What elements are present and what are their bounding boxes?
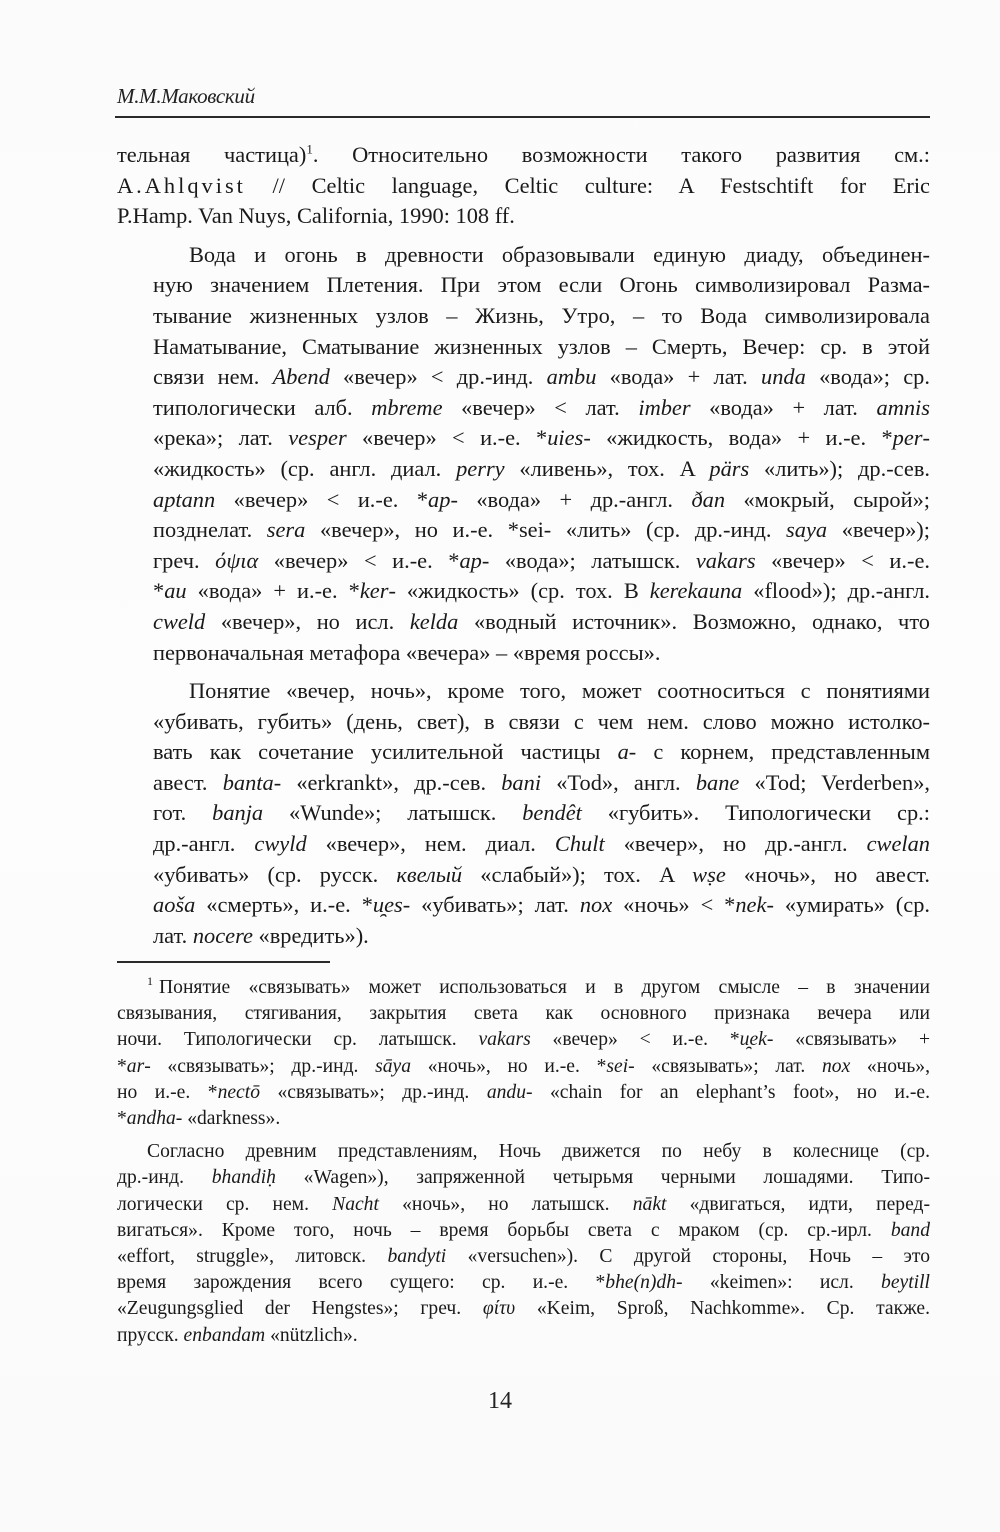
text-run: вать как сочетание усилительной частицы xyxy=(153,739,618,765)
text-line xyxy=(117,454,930,485)
italic-term: ap xyxy=(428,486,451,512)
italic-term: banja xyxy=(212,800,264,826)
text-run: «вечер» < и.-е. xyxy=(755,547,930,573)
text-line xyxy=(117,737,930,768)
italic-term: όψια xyxy=(215,547,259,573)
footnote-1 xyxy=(117,975,930,1132)
text-run: «вечер» < и.-е. * xyxy=(346,425,548,451)
italic-term: Nacht xyxy=(332,1193,379,1215)
text-run: «вредить»). xyxy=(252,922,369,948)
text-run: тывание жизненных узлов – Жизнь, Утро, – то Вода символизировала xyxy=(153,302,930,328)
italic-term: band xyxy=(890,1219,930,1241)
italic-term: u̯es xyxy=(372,892,403,918)
text-run: Понятие «вечер, ночь», кроме того, может соотноситься с понятиями xyxy=(189,678,930,704)
page-number: 14 xyxy=(488,1388,512,1414)
text-run: - «жидкость, вода» + и.-е. * xyxy=(583,425,893,451)
text-run: «вечер» < и.-е. * xyxy=(258,547,460,573)
text-run: греч. xyxy=(153,547,216,573)
text-line xyxy=(117,1106,930,1132)
text-run: «effort, struggle», литовск. xyxy=(117,1246,388,1268)
text-run: др.-инд. xyxy=(117,1167,212,1189)
text-run: «мокрый, сырой»; xyxy=(725,486,930,512)
italic-term: ðan xyxy=(691,486,726,512)
text-run: «вечер» < др.-инд. xyxy=(329,364,547,390)
text-run: лат. xyxy=(153,922,193,948)
text-run: P.Hamp. Van Nuys, California, 1990: 108 ff. xyxy=(117,203,515,229)
italic-term: uies xyxy=(547,425,584,451)
text-line xyxy=(117,240,930,271)
italic-term: Abend xyxy=(272,364,330,390)
text-run: «слабый»); тох. A xyxy=(462,861,693,887)
italic-term: pärs xyxy=(709,455,750,481)
text-line xyxy=(117,975,930,1001)
text-line xyxy=(117,1192,930,1218)
text-run: «водный источник». Возможно, однако, что xyxy=(458,608,931,634)
text-run: связи нем. xyxy=(153,364,273,390)
text-run: «вечер» < и.-е. * xyxy=(215,486,429,512)
text-run: - «связывать»; др.-инд. xyxy=(144,1055,376,1077)
italic-term: kerekauna xyxy=(649,578,743,604)
italic-term: vakars xyxy=(695,547,756,573)
text-run: - «chain for an elephant’s foot», но и.-е. xyxy=(526,1081,930,1103)
text-line xyxy=(117,140,930,171)
text-line xyxy=(117,270,930,301)
text-run: тельная частица) xyxy=(117,142,307,167)
italic-term: sāya xyxy=(375,1055,412,1077)
italic-term: amnis xyxy=(876,394,930,420)
italic-term: bandyti xyxy=(387,1246,447,1268)
text-run: «вечер», нем. диал. xyxy=(306,831,555,857)
text-line xyxy=(117,676,930,707)
text-line xyxy=(117,332,930,363)
italic-term: bendêt xyxy=(522,800,582,826)
text-run: «вечер», но исл. xyxy=(205,608,410,634)
text-run: типологически алб. xyxy=(153,394,372,420)
paragraph-water-fire xyxy=(117,240,930,668)
text-line xyxy=(117,890,930,921)
text-run: * xyxy=(153,578,165,604)
text-run: // Celtic language, Celtic culture: A Festschtift for Eric xyxy=(245,172,930,198)
footnote-marker: 1 xyxy=(147,974,153,989)
text-run: - «вода» + др.-англ. xyxy=(450,486,692,512)
text-run: - «darkness». xyxy=(175,1108,281,1130)
footnote-1-continued xyxy=(117,1139,930,1349)
text-line xyxy=(117,1244,930,1270)
paragraph-evening-night xyxy=(117,676,930,951)
text-run: «ночь», но и.-е. * xyxy=(411,1055,607,1077)
text-run: «убивать, губить» (день, свет), в связи с чем нем. слово можно истолко- xyxy=(153,708,930,734)
text-run: ную значением Плетения. При этом если Огонь символизировал Разма- xyxy=(153,272,930,298)
text-line xyxy=(117,768,930,799)
text-run: - xyxy=(922,425,930,451)
text-run: «ночь», xyxy=(850,1055,930,1077)
author-name-spaced: A.Ahlqvist xyxy=(117,172,246,198)
text-line xyxy=(117,607,930,638)
text-line xyxy=(117,393,930,424)
text-run: - «убивать»; лат. xyxy=(402,892,580,918)
text-run: первоначальная метафора «вечера» – «время россы». xyxy=(153,639,661,665)
text-run: «река»; лат. xyxy=(153,425,289,451)
text-run: «Tod», англ. xyxy=(541,769,696,795)
text-run: «вода» + лат. xyxy=(596,364,762,390)
italic-term: ambu xyxy=(546,364,597,390)
text-run: ночи. Типологически ср. латышск. xyxy=(117,1029,479,1051)
text-line xyxy=(117,171,930,202)
italic-term: nocere xyxy=(192,922,253,948)
text-run: «вода» + лат. xyxy=(690,394,877,420)
italic-term: bane xyxy=(695,769,740,795)
text-line xyxy=(117,638,930,669)
text-run: «Wunde»; латышск. xyxy=(263,800,523,826)
italic-term: cwyld xyxy=(254,831,307,857)
text-run: - «умирать» (ср. xyxy=(766,892,930,918)
italic-term: ap xyxy=(459,547,482,573)
text-run: - «вода»; латышск. xyxy=(481,547,696,573)
italic-term: aoša xyxy=(153,892,196,918)
italic-term: Chult xyxy=(554,831,605,857)
text-run: - «keimen»: исл. xyxy=(676,1272,882,1294)
text-run: «Tod; Verderben», xyxy=(739,769,930,795)
italic-term: per xyxy=(892,425,923,451)
italic-term: cwelan xyxy=(866,831,931,857)
text-line xyxy=(117,423,930,454)
text-run: - «связывать»; лат. xyxy=(628,1055,822,1077)
italic-term: aptann xyxy=(153,486,216,512)
text-run: «ночь», но авест. xyxy=(725,861,930,887)
italic-term: u̯ek xyxy=(739,1029,767,1051)
italic-term: andu xyxy=(486,1081,526,1103)
text-run: «Wagen»), запряженной четырьмя черными лошадями. Типо- xyxy=(275,1167,930,1189)
italic-term: bhandiḥ xyxy=(211,1167,276,1189)
italic-term: a xyxy=(617,739,629,765)
text-run: «вечер»); xyxy=(827,517,930,543)
text-line xyxy=(117,201,930,232)
italic-term: sera xyxy=(266,517,306,543)
main-text xyxy=(117,140,930,959)
text-run: - «жидкость» (ср. тох. B xyxy=(388,578,650,604)
text-line xyxy=(117,1080,930,1106)
text-run: - «erkrankt», др.-сев. xyxy=(273,769,502,795)
italic-term: bhe(n)dh xyxy=(605,1272,677,1294)
text-run: вигаться». Кроме того, ночь – время борьбы света с мраком (ср. ср.-ирл. xyxy=(117,1219,891,1241)
text-line xyxy=(117,301,930,332)
italic-term: vesper xyxy=(288,425,347,451)
italic-term: imber xyxy=(638,394,691,420)
paragraph-continuation xyxy=(117,140,930,232)
text-line xyxy=(117,829,930,860)
text-run: Наматывание, Сматывание жизненных узлов – Смерть, Вечер: ср. в этой xyxy=(153,333,930,359)
italic-term: nākt xyxy=(632,1193,667,1215)
text-line xyxy=(117,707,930,738)
italic-term: nox xyxy=(579,892,613,918)
text-line xyxy=(117,1054,930,1080)
text-run: «губить». Типологически ср.: xyxy=(581,800,931,826)
italic-term: cweld xyxy=(153,608,206,634)
text-line xyxy=(117,860,930,891)
italic-term: ker xyxy=(359,578,389,604)
text-run: др.-англ. xyxy=(153,831,255,857)
text-run: «Zeugungsglied der Hengstes»; греч. xyxy=(117,1298,483,1320)
text-line xyxy=(117,1218,930,1244)
italic-term: andha xyxy=(126,1108,176,1130)
italic-term: banta xyxy=(222,769,274,795)
italic-term: enbandam xyxy=(183,1324,266,1346)
italic-term: au xyxy=(164,578,187,604)
running-head-author: М.М.Маковский xyxy=(117,84,255,108)
text-run: логически ср. нем. xyxy=(117,1193,333,1215)
text-run: «ночь», но латышск. xyxy=(378,1193,633,1215)
text-run: «двигаться, идти, перед- xyxy=(666,1193,931,1215)
text-line xyxy=(117,1139,930,1165)
text-line xyxy=(117,1165,930,1191)
italic-term: kelda xyxy=(409,608,459,634)
text-run: но и.-е. * xyxy=(117,1081,218,1103)
header-rule xyxy=(115,116,930,118)
text-run: прусск. xyxy=(117,1324,184,1346)
text-run: «ливень», тох. A xyxy=(504,455,710,481)
italic-term: perry xyxy=(456,455,505,481)
text-line xyxy=(117,1296,930,1322)
text-run: «ночь» < * xyxy=(612,892,736,918)
text-run: «nützlich». xyxy=(265,1324,358,1346)
footnotes xyxy=(117,975,930,1356)
text-run: «вечер», но и.-е. *sei- «лить» (ср. др.-инд. xyxy=(305,517,787,543)
italic-term: квелый xyxy=(396,861,463,887)
text-run: гот. xyxy=(153,800,213,826)
italic-term: bani xyxy=(501,769,542,795)
text-line xyxy=(117,1323,930,1349)
footnote-rule xyxy=(117,961,330,963)
text-run: авест. xyxy=(153,769,223,795)
italic-term: beytill xyxy=(881,1272,930,1294)
italic-term: ar xyxy=(126,1055,145,1077)
italic-term: sei xyxy=(606,1055,629,1077)
text-run: «вода»; ср. xyxy=(805,364,930,390)
text-run: «смерть», и.-е. * xyxy=(195,892,373,918)
text-run: «вечер», но др.-англ. xyxy=(604,831,867,857)
italic-term: unda xyxy=(761,364,806,390)
text-run: «вечер» < и.-е. * xyxy=(530,1029,740,1051)
text-run: . Относительно возможности такого развития см.: xyxy=(312,142,930,167)
text-run: * xyxy=(117,1055,127,1077)
text-line xyxy=(117,485,930,516)
text-line xyxy=(117,1027,930,1053)
italic-term: nox xyxy=(821,1055,851,1077)
text-line xyxy=(117,798,930,829)
text-run: «лить»); др.-сев. xyxy=(749,455,930,481)
text-run: Понятие «связывать» может использоваться и в другом смысле – в значении xyxy=(159,977,930,998)
text-line xyxy=(117,362,930,393)
text-run: позднелат. xyxy=(153,517,267,543)
text-run: «вода» + и.-е. * xyxy=(186,578,360,604)
text-run: «связывать»; др.-инд. xyxy=(260,1081,487,1103)
text-run: связывания, стягивания, закрытия света как основного признака вечера или xyxy=(117,1003,930,1025)
text-run: «вечер» < лат. xyxy=(442,394,639,420)
italic-term: mbreme xyxy=(371,394,443,420)
text-run: Согласно древним представлениям, Ночь движется по небу в колеснице (ср. xyxy=(147,1141,930,1163)
text-line xyxy=(117,1001,930,1027)
text-run: «versuchen»). С другой стороны, Ночь – это xyxy=(446,1246,931,1268)
text-run: - с корнем, представленным xyxy=(628,739,930,765)
italic-term: saya xyxy=(786,517,828,543)
text-run: «жидкость» (ср. англ. диал. xyxy=(153,455,457,481)
footnote-reference[interactable]: 1 xyxy=(306,141,313,157)
text-line xyxy=(117,921,930,952)
text-line xyxy=(117,515,930,546)
italic-term: φίτυ xyxy=(482,1298,516,1320)
text-run: «убивать» (ср. русск. xyxy=(153,861,397,887)
text-run: «Keim, Sproß, Nachkomme». Ср. также. xyxy=(515,1298,930,1320)
text-run: * xyxy=(117,1108,127,1130)
text-line xyxy=(117,546,930,577)
text-run: время зарождения всего сущего: ср. и.-е. * xyxy=(117,1272,606,1294)
text-run: «flood»); др.-англ. xyxy=(742,578,931,604)
text-line xyxy=(117,576,930,607)
text-run: Вода и огонь в древности образовывали единую диаду, объединен- xyxy=(189,241,930,267)
italic-term: wṣe xyxy=(692,861,726,887)
italic-term: nectō xyxy=(217,1081,260,1103)
italic-term: nek xyxy=(735,892,767,918)
text-run: - «связывать» + xyxy=(766,1029,930,1051)
text-line xyxy=(117,1270,930,1296)
italic-term: vakars xyxy=(478,1029,531,1051)
